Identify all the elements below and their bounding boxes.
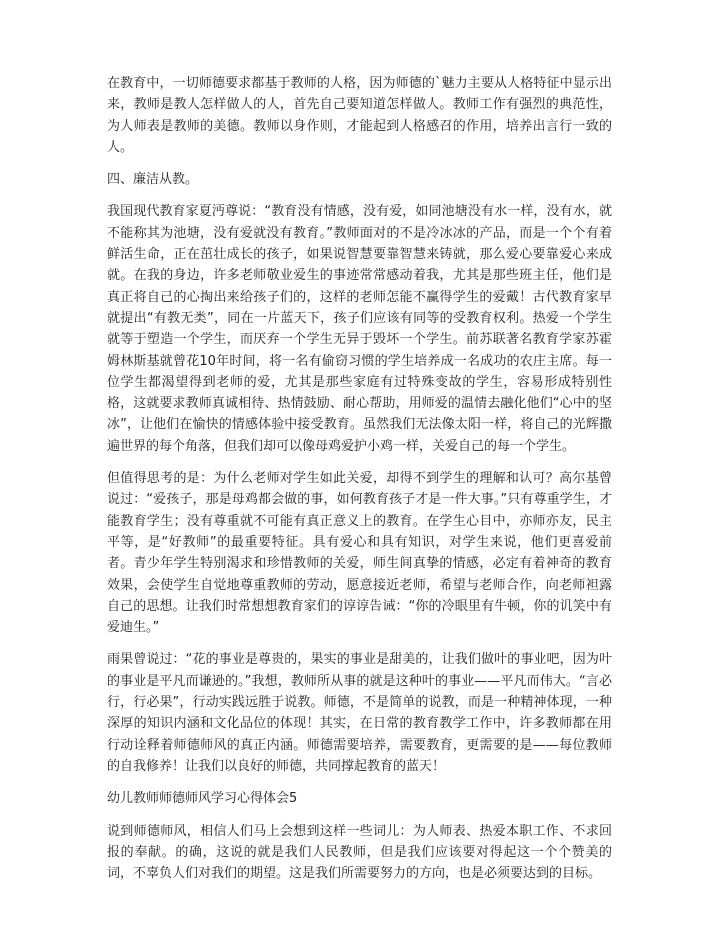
section-heading-reflection-5: 幼儿教师师德师风学习心得体会5 — [107, 791, 298, 807]
paragraph-teacher-ethics: 说到师德师风，相信人们马上会想到这样一些词儿：为人师表、热爱本职工作、不求回报的奉献。的确，这说的就是我们人民教师，但是我们应该要对得起这一个个赞美的词，不辜负人们对我们的期望。这是我们所需要努力的方向，也是必须要达到的目标。 — [107, 823, 612, 882]
paragraph-personality: 在教育中，一切师德要求都基于教师的人格，因为师德的`魅力主要从人格特征中显示出来，教师是教人怎样做人的人，首先自己要知道怎样做人。教师工作有强烈的典范性，为人师表是教师的美德。教师以身作则，才能起到人格感召的作用，培养出言行一致的人。 — [107, 76, 612, 155]
paragraph-hugo-quote: 雨果曾说过：“花的事业是尊贵的，果实的事业是甜美的，让我们做叶的事业吧，因为叶的事业是平凡而谦逊的。”我想，教师所从事的就是这种叶的事业——平凡而伟大。“言必行，行必果”，行动实践远胜于说教。师德，不是简单的说教，而是一种精神体现，一种深厚的知识内涵和文化品位的体现！其实，在日常的教育教学工作中，许多教师都在用行动诠释着师德师风的真正内涵。师德需要培养，需要教育，更需要的是——每位教师的自我修养！让我们以良好的师德，共同撑起教育的蓝天！ — [107, 652, 612, 774]
section-heading-integrity: 四、廉洁从教。 — [107, 172, 199, 188]
paragraph-love-education: 我国现代教育家夏沔尊说：“教育没有情感，没有爱，如同池塘没有水一样，没有水，就不能称其为池塘，没有爱就没有教育。”教师面对的不是冷冰冰的产品，而是一个个有着鲜活生命，正在茁壮成长的孩子，如果说智慧要靠智慧来铸就，那么爱心要靠爱心来成就。在我的身边，许多老师敬业爱生的事迹常常感动着我，尤其是那些班主任，他们是真正将自己的心掏出来给孩子们的，这样的老师怎能不赢得学生的爱戴！古代教育家早就提出“有教无类”，同在一片蓝天下，孩子们应该有同等的受教育权利。热爱一个学生就等于塑造一个学生，而厌弃一个学生无异于毁坏一个学生。前苏联著名教育学家苏霍姆林斯基就曾花10年时间，将一名有偷窃习惯的学生培养成一名成功的农庄主席。每一位学生都渴望得到老师的爱，尤其是那些家庭有过特殊变故的学生，容易形成特别性格，这就要求教师真诚相待、热情鼓励、耐心帮助，用师爱的温情去融化他们“心中的坚冰”，让他们在愉快的情感体验中接受教育。虽然我们无法像太阳一样，将自己的光辉撒遍世界的每个角落，但我们却可以像母鸡爱护小鸡一样，关爱自己的每一个学生。 — [107, 204, 612, 454]
paragraph-respect-students: 但值得思考的是：为什么老师对学生如此关爱，却得不到学生的理解和认可？高尔基曾说过：“爱孩子，那是母鸡都会做的事，如何教育孩子才是一件大事。”只有尊重学生，才能教育学生；没有尊重就不可能有真正意义上的教育。在学生心目中，亦师亦友，民主平等，是“好教师”的最重要特征。具有爱心和具有知识，对学生来说，他们更喜爱前者。青少年学生特别渴求和珍惜教师的关爱，师生间真挚的情感，必定有着神奇的教育效果，会使学生自觉地尊重教师的劳动，愿意接近老师，希望与老师合作，向老师袒露自己的思想。让我们时常想想教育家们的谆谆告诫：“你的冷眼里有牛顿，你的讥笑中有爱迪生。” — [107, 471, 612, 636]
document-page — [107, 73, 612, 884]
